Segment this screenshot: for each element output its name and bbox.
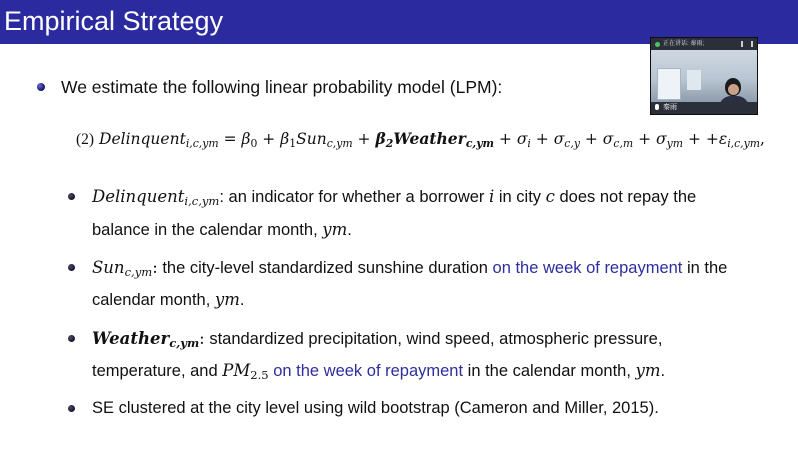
bullet-text: in city	[494, 188, 546, 206]
eq-weather: Weather	[393, 129, 466, 148]
webcam-video-tile[interactable]	[650, 37, 758, 115]
background-window	[687, 70, 701, 90]
math-pm: PM	[222, 361, 251, 380]
equation-number: (2)	[76, 131, 95, 148]
bullet-text: :	[199, 329, 205, 348]
math-ym: ym	[322, 220, 348, 239]
math-pm-sub: 2.5	[250, 368, 269, 382]
eq-beta2-sub: 2	[385, 137, 394, 150]
webcam-status-bar	[651, 38, 757, 50]
equation	[76, 128, 765, 151]
sub-bullet-marker	[68, 335, 75, 342]
bullet-text: balance in the calendar month,	[92, 221, 323, 239]
bullet-text: :	[152, 258, 158, 277]
eq-beta0-sub: 0	[250, 137, 258, 150]
eq-weather-sub: c,ym	[465, 137, 494, 150]
eq-sigma-cm-sub: c,m	[613, 137, 634, 150]
bullet-sun-line2	[92, 289, 244, 311]
term-weather: Weather	[92, 329, 170, 348]
eq-lhs: Delinquent	[99, 130, 186, 148]
highlight-text: on the week of repayment	[492, 259, 683, 277]
webcam-name-bar	[651, 102, 757, 114]
person-face	[728, 84, 739, 95]
eq-sigma-i-sub: i	[527, 137, 531, 150]
signal-icon	[741, 41, 753, 47]
bullet-text: temperature, and	[92, 362, 223, 380]
bullet-text: .	[660, 362, 666, 380]
bullet-text: in the	[682, 259, 728, 277]
bullet-sun-line1	[92, 257, 727, 279]
eq-beta1: β	[280, 130, 290, 148]
webcam-feed	[651, 50, 757, 102]
term-sun-sub: c,ym	[124, 265, 153, 279]
bullet-text: calendar month,	[92, 291, 215, 309]
eq-plus: +	[352, 130, 376, 148]
eq-sigma-i: + σ	[493, 130, 528, 148]
speaking-status: 正在讲话: 秦雨;	[663, 41, 705, 47]
term-weather-sub: c,ym	[169, 336, 200, 350]
term-sun: Sun	[92, 258, 125, 277]
background-window	[657, 68, 681, 100]
bullet-marker	[37, 83, 45, 91]
bullet-text: : an indicator for whether a borrower	[219, 188, 490, 206]
eq-beta2: β	[375, 129, 386, 148]
math-ym: ym	[635, 361, 661, 380]
bullet-text: does not repay the	[554, 188, 697, 206]
participant-name: 秦雨	[663, 104, 677, 111]
speaking-indicator-icon	[655, 42, 660, 47]
eq-sun: Sun	[296, 130, 327, 148]
sub-bullet-marker	[68, 193, 75, 200]
eq-sigma-cm: + σ	[579, 130, 614, 148]
term-delinquent: Delinquent	[92, 187, 185, 206]
eq-plus: +	[257, 130, 281, 148]
eq-beta1-sub: 1	[289, 137, 297, 150]
bullet-delinquent-line2	[92, 219, 352, 241]
math-c: c	[545, 187, 555, 206]
sub-bullet-marker	[68, 264, 75, 271]
eq-epsilon: + +ε	[683, 130, 728, 148]
bullet-weather-line2	[92, 360, 665, 382]
bullet-text: .	[239, 291, 245, 309]
slide-title: Empirical Strategy	[4, 6, 224, 36]
eq-sun-sub: c,ym	[326, 137, 353, 150]
eq-equals: =	[218, 130, 242, 148]
bullet-text: .	[347, 221, 352, 239]
eq-lhs-sub: i,c,ym	[185, 137, 219, 150]
bullet-text: standardized precipitation, wind speed, atmospheric pressure,	[204, 330, 663, 348]
bullet-delinquent-line1	[92, 186, 696, 208]
eq-sigma-cy: + σ	[530, 130, 565, 148]
mic-icon	[655, 104, 659, 110]
term-delinquent-sub: i,c,ym	[184, 194, 220, 208]
eq-sigma-ym: + σ	[633, 130, 667, 148]
eq-end: ,	[760, 130, 765, 148]
eq-epsilon-sub: i,c,ym	[727, 137, 761, 150]
intro-text: We estimate the following linear probability model (LPM):	[61, 77, 503, 97]
eq-sigma-cy-sub: c,y	[564, 137, 580, 150]
bullet-weather-line1	[92, 328, 662, 350]
eq-sigma-ym-sub: ym	[666, 137, 684, 150]
sub-bullet-marker	[68, 405, 75, 412]
bullet-text: the city-level standardized sunshine duration	[157, 259, 493, 277]
bullet-se-text: SE clustered at the city level using wild bootstrap (Cameron and Miller, 2015).	[92, 399, 659, 417]
eq-beta0: β	[241, 130, 251, 148]
math-i: i	[489, 187, 495, 206]
bullet-text: in the calendar month,	[463, 362, 636, 380]
highlight-text: on the week of repayment	[268, 362, 464, 380]
math-ym: ym	[214, 290, 240, 309]
